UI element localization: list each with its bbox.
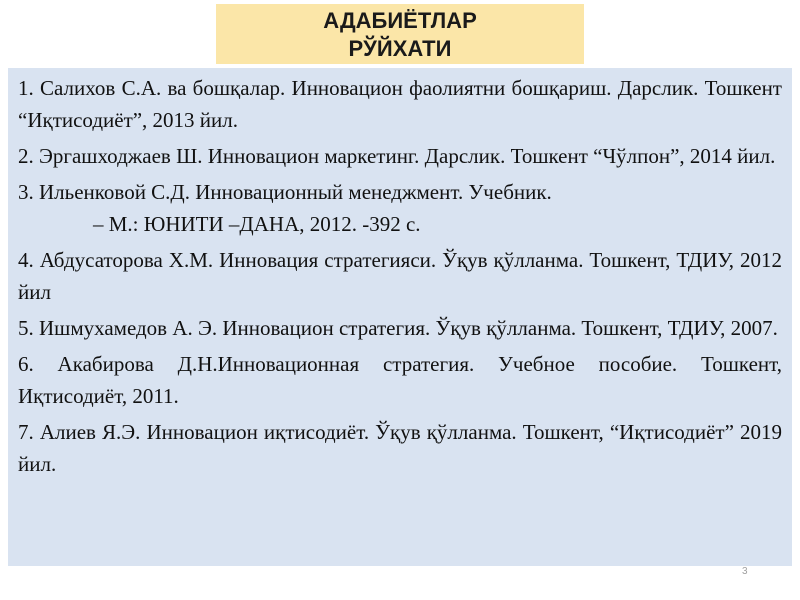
title-line-2: РЎЙХАТИ	[348, 36, 452, 61]
title-line-1: АДАБИЁТЛАР	[323, 8, 477, 33]
title-banner	[216, 4, 584, 64]
reference-item-4: 4. Абдусаторова Х.М. Инновация стратегияси. Ўқув қўлланма. Тошкент, ТДИУ, 2012 йил	[18, 248, 782, 304]
page-number: 3	[742, 566, 748, 577]
reference-item-2: 2. Эргашходжаев Ш. Инновацион маркетинг. Дарслик. Тошкент “Чўлпон”, 2014 йил.	[18, 144, 776, 168]
reference-item-1: 1. Салихов С.А. ва бошқалар. Инновацион фаолиятни бошқариш. Дарслик. Тошкент “Иқтисодиёт”, 2013 йил.	[18, 76, 782, 132]
reference-item-3	[18, 176, 782, 240]
reference-item-3-continuation: – М.: ЮНИТИ –ДАНА, 2012. -392 с.	[93, 212, 421, 236]
reference-item-6: 6. Акабирова Д.Н.Инновационная стратегия. Учебное пособие. Тошкент, Иқтисодиёт, 2011.	[18, 352, 782, 408]
reference-item-3-text: 3. Ильенковой С.Д. Инновационный менеджмент. Учебник.	[18, 180, 552, 204]
reference-item-7: 7. Алиев Я.Э. Инновацион иқтисодиёт. Ўқув қўлланма. Тошкент, “Иқтисодиёт” 2019 йил.	[18, 420, 782, 476]
reference-list	[8, 68, 792, 566]
reference-item-5: 5. Ишмухамедов А. Э. Инновацион стратегия. Ўқув қўлланма. Тошкент, ТДИУ, 2007.	[18, 316, 778, 340]
